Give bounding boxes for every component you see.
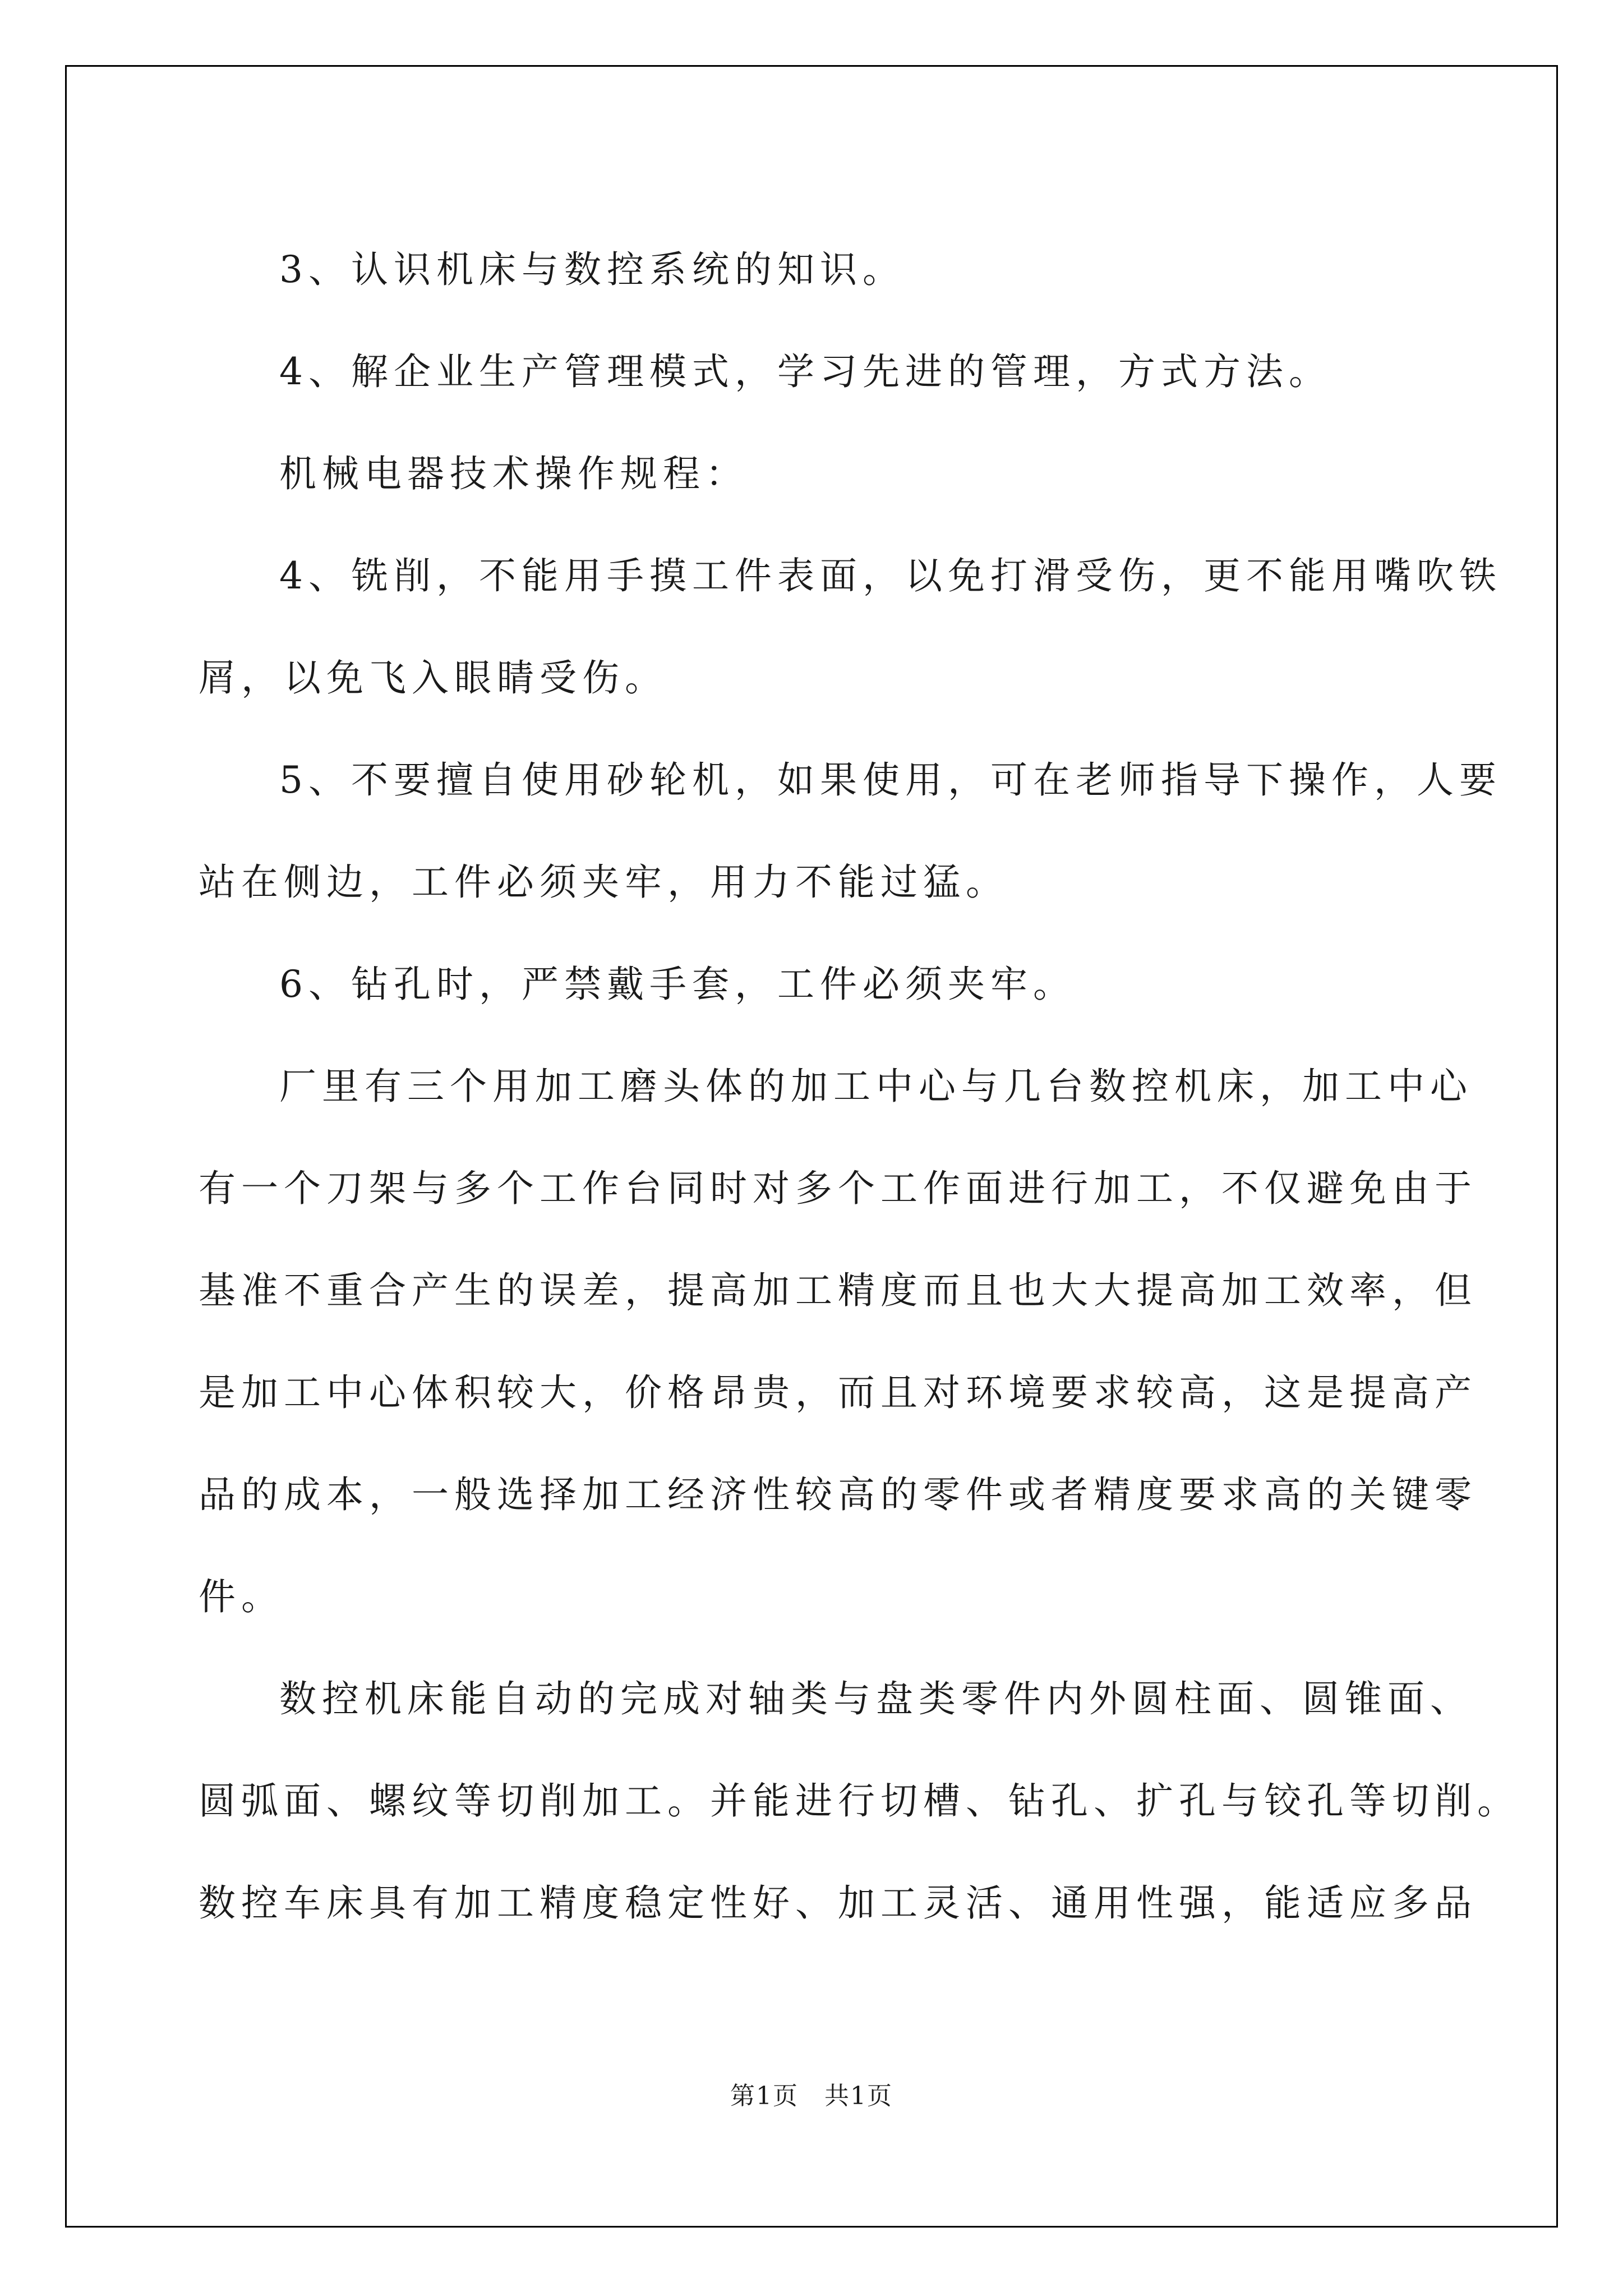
text-line: 数控机床能自动的完成对轴类与盘类零件内外圆柱面、圆锥面、 [279, 1677, 1473, 1720]
text-line: 6、钻孔时，严禁戴手套，工件必须夹牢。 [279, 963, 1076, 1006]
text-line: 是加工中心体积较大，价格昂贵，而且对环境要求较高，这是提高产 [199, 1371, 1477, 1414]
text-line: 4、解企业生产管理模式，学习先进的管理，方式方法。 [279, 350, 1331, 393]
page-number-footer: 第1页 共1页 [730, 2082, 893, 2110]
text-line: 圆弧面、螺纹等切削加工。并能进行切槽、钻孔、扩孔与铰孔等切削。 [199, 1779, 1520, 1823]
text-line: 站在侧边，工件必须夹牢，用力不能过猛。 [199, 861, 1008, 904]
text-line: 3、认识机床与数控系统的知识。 [279, 248, 905, 291]
text-line: 厂里有三个用加工磨头体的加工中心与几台数控机床，加工中心 [279, 1065, 1473, 1108]
paragraph [199, 1036, 1477, 1648]
paragraph [199, 933, 1432, 1036]
text-line: 品的成本，一般选择加工经济性较高的零件或者精度要求高的关键零 [199, 1473, 1477, 1516]
paragraph [199, 525, 1502, 729]
text-line: 机械电器技术操作规程： [279, 452, 748, 495]
text-line: 基准不重合产生的误差，提高加工精度而且也大大提高加工效率，但 [199, 1269, 1477, 1312]
paragraph [199, 1648, 1520, 1954]
paragraph [199, 219, 1432, 321]
paragraph [199, 423, 1432, 525]
text-line: 数控车床具有加工精度稳定性好、加工灵活、通用性强，能适应多品 [199, 1881, 1477, 1925]
text-line: 5、不要擅自使用砂轮机，如果使用，可在老师指导下操作，人要 [279, 758, 1502, 802]
text-line: 有一个刀架与多个工作台同时对多个工作面进行加工，不仅避免由于 [199, 1167, 1477, 1210]
text-line: 4、铣削，不能用手摸工件表面，以免打滑受伤，更不能用嘴吹铁 [279, 554, 1502, 597]
paragraph [199, 729, 1502, 933]
text-line: 屑，以免飞入眼睛受伤。 [199, 656, 667, 700]
document-body [199, 219, 1520, 1954]
text-line: 件。 [199, 1575, 284, 1618]
paragraph [199, 321, 1432, 423]
